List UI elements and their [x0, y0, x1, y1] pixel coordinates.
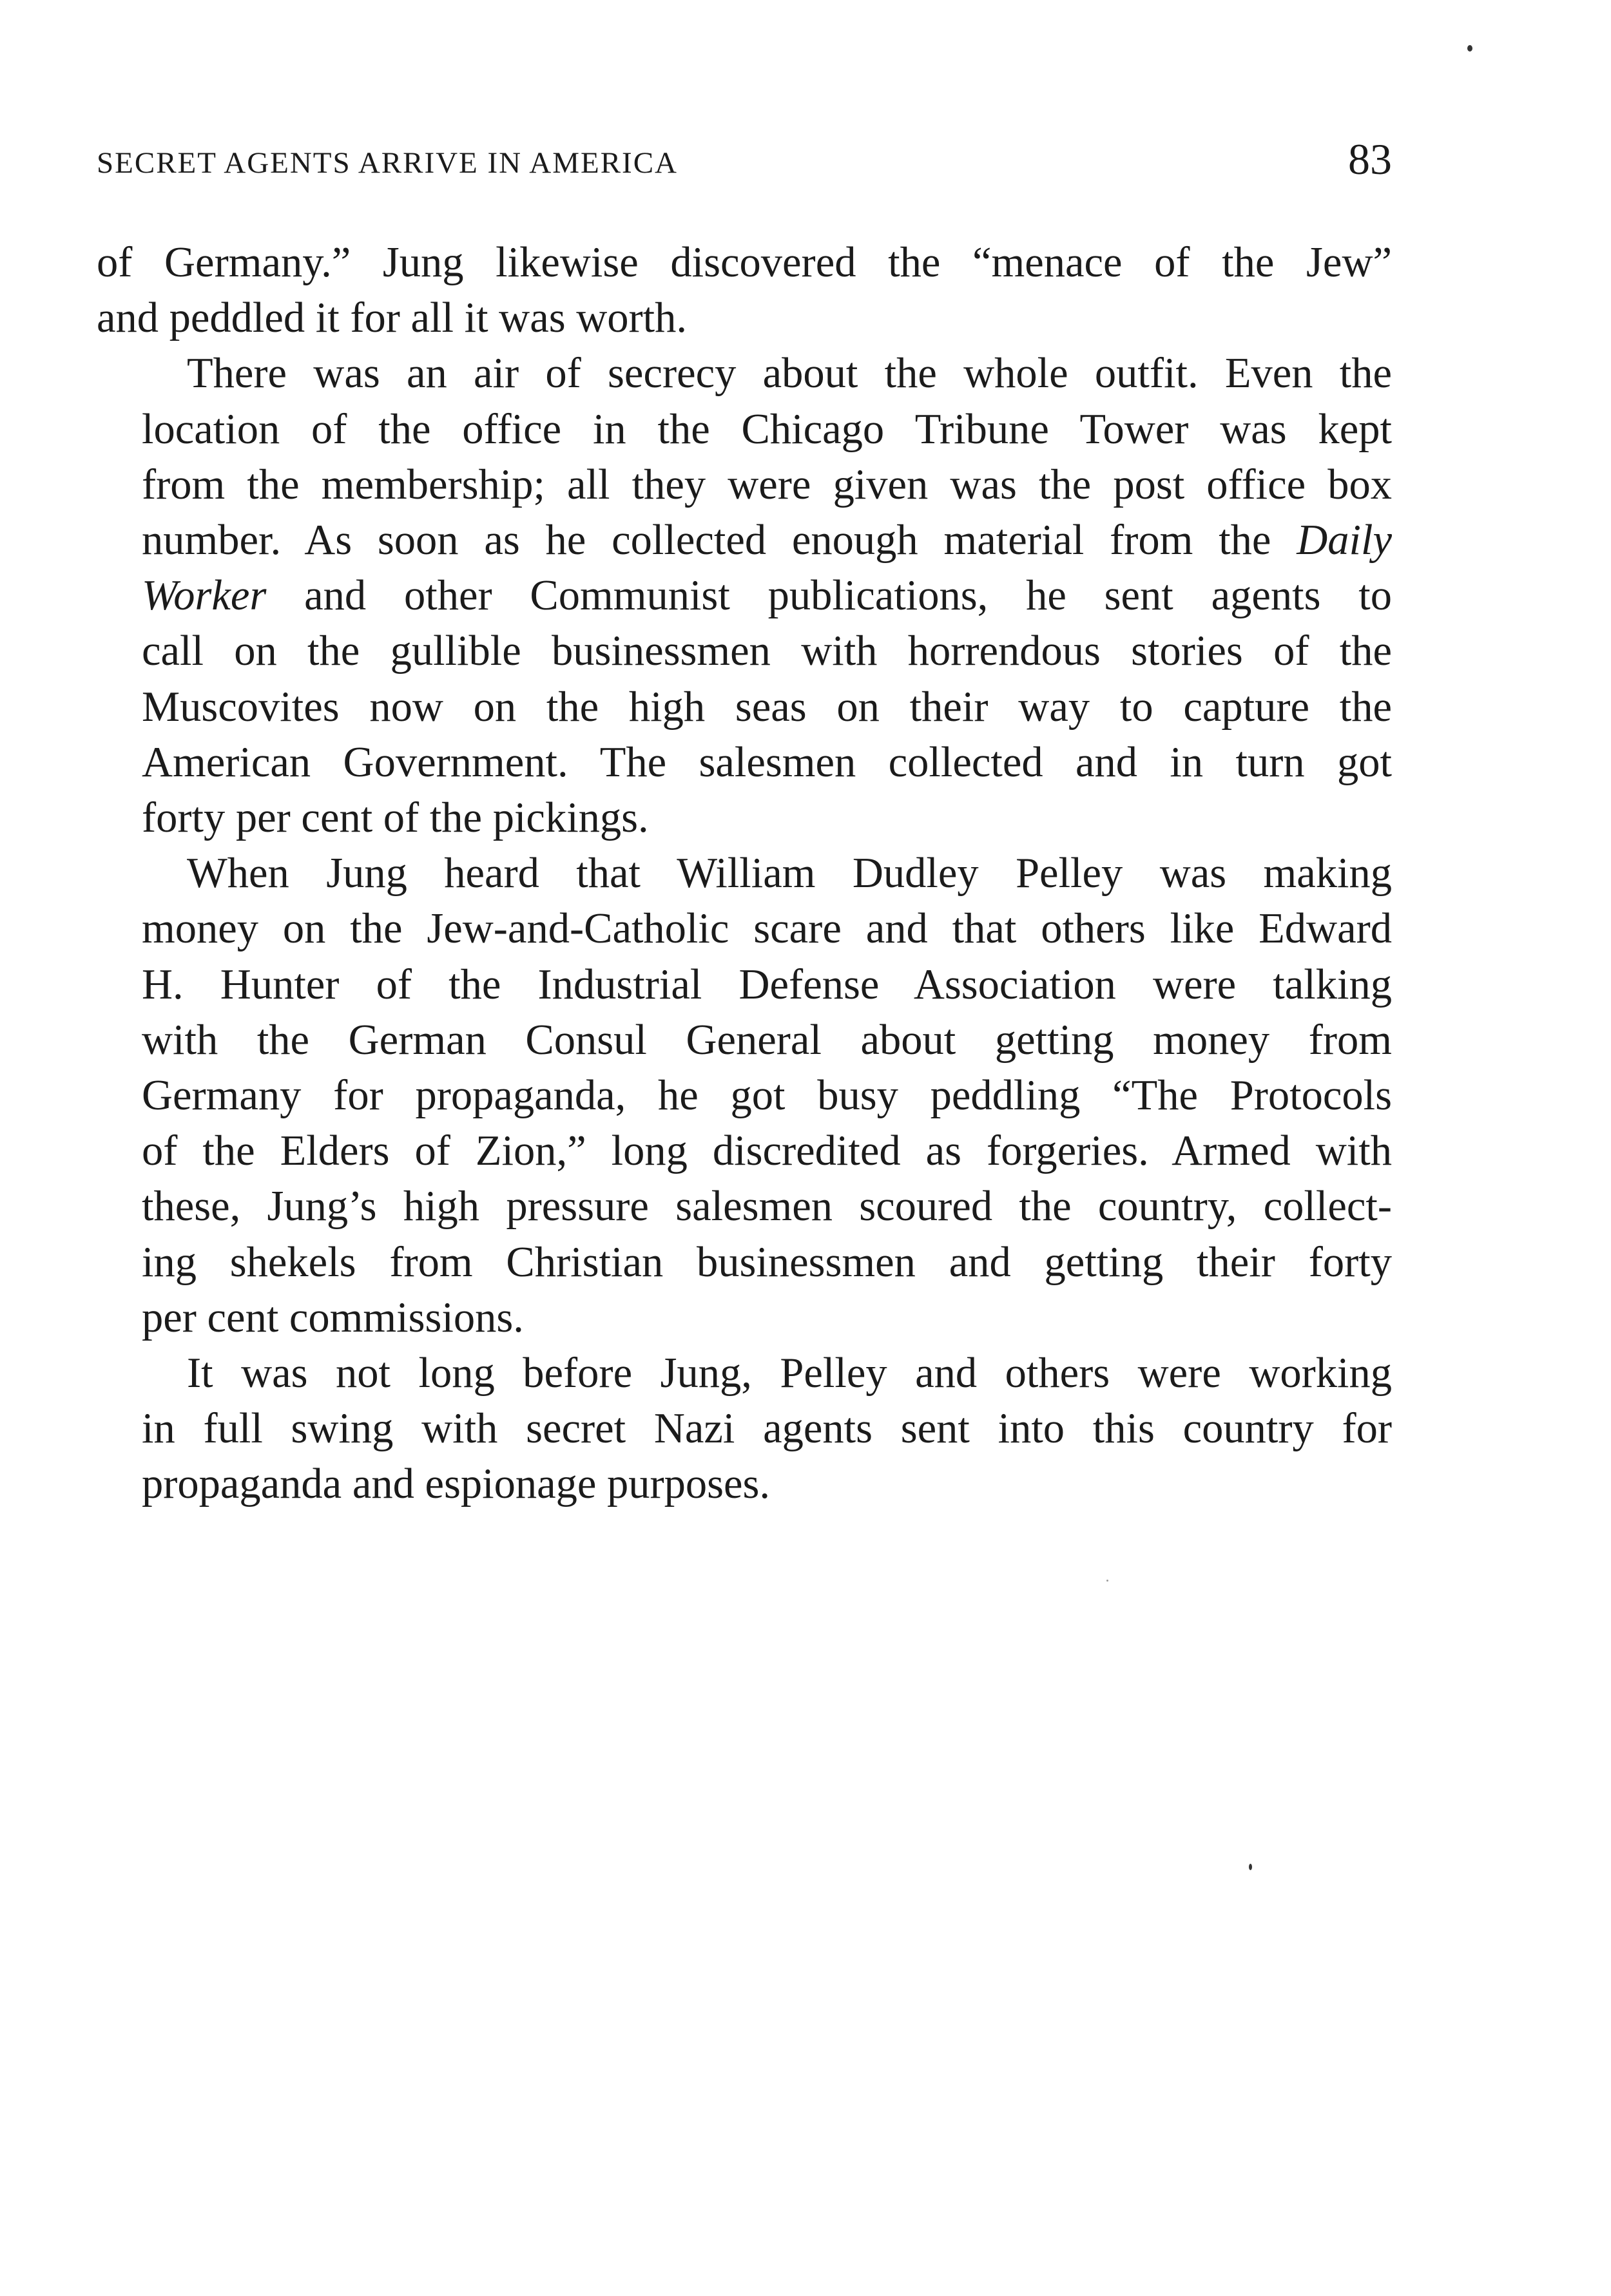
text-segment: and other Communist publications, he sent agents to [266, 572, 1392, 620]
paragraph [97, 846, 1392, 1346]
paragraph [97, 346, 1392, 846]
running-title: SECRET AGENTS ARRIVE IN AMERICA [97, 146, 678, 180]
text-line: of Germany.” Jung likewise discovered the “menace of the Jew” [97, 239, 1392, 286]
text-line: with the German Consul General about getting money from [142, 1016, 1392, 1064]
italic-title: Worker [142, 572, 267, 620]
scan-speck [1467, 45, 1472, 52]
text-line: Muscovites now on the high seas on their way to capture the [142, 683, 1392, 731]
text-line: money on the Jew-and-Catholic scare and that others like Edward [142, 905, 1392, 953]
running-head [97, 134, 1392, 186]
text-line: It was not long before Jung, Pelley and others were working [187, 1350, 1392, 1397]
text-line: propaganda and espionage purposes. [142, 1460, 771, 1508]
text-line [97, 568, 1392, 624]
text-line: these, Jung’s high pressure salesmen scoured the country, collect- [142, 1183, 1392, 1230]
text-line: American Government. The salesmen collected and in turn got [142, 738, 1392, 786]
text-line: H. Hunter of the Industrial Defense Association were talking [142, 961, 1392, 1008]
text-line: and peddled it for all it was worth. [97, 294, 687, 342]
text-line: in full swing with secret Nazi agents sent into this country for [142, 1405, 1392, 1453]
text-line: per cent commissions. [142, 1294, 524, 1341]
text-line: call on the gullible businessmen with horrendous stories of the [142, 627, 1392, 675]
text-line: There was an air of secrecy about the whole outfit. Even the [187, 350, 1392, 397]
scan-speck [1249, 1864, 1252, 1870]
text-line: location of the office in the Chicago Tribune Tower was kept [142, 405, 1392, 453]
text-line: from the membership; all they were given was the post office box [142, 461, 1392, 508]
text-line: Germany for propaganda, he got busy peddling “The Protocols [142, 1072, 1392, 1120]
italic-title: Daily [1297, 517, 1392, 564]
text-line: forty per cent of the pickings. [142, 794, 649, 842]
text-line: of the Elders of Zion,” long discredited as forgeries. Armed with [142, 1127, 1392, 1175]
text-line: When Jung heard that William Dudley Pelley was making [187, 850, 1392, 897]
text-line [97, 513, 1392, 568]
text-segment: number. As soon as he collected enough material from the [142, 517, 1297, 564]
paragraph [97, 1346, 1392, 1513]
paragraph [97, 235, 1392, 346]
page-number: 83 [1348, 135, 1392, 184]
body-text [97, 235, 1392, 1513]
text-line: ing shekels from Christian businessmen and getting their forty [142, 1238, 1392, 1286]
scan-speck [1106, 1580, 1108, 1582]
